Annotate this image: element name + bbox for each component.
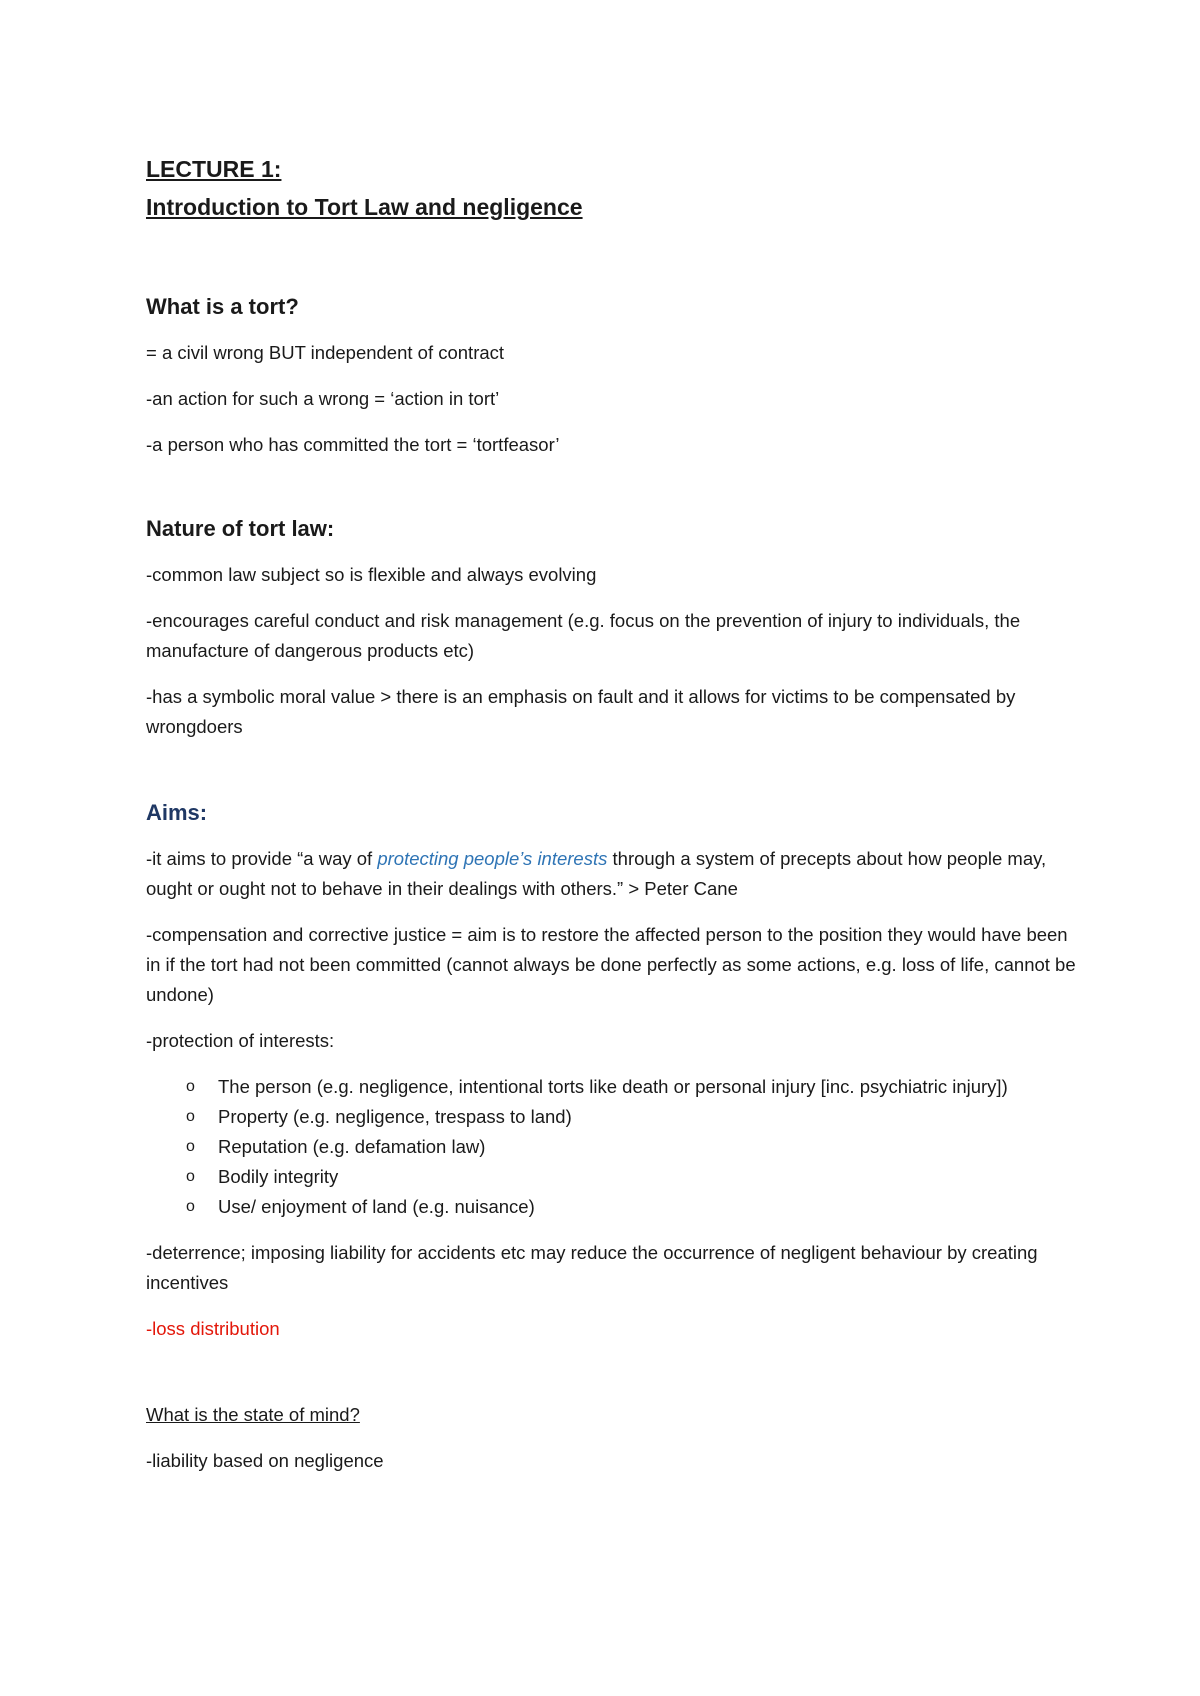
aims-compensation: -compensation and corrective justice = aim is to restore the affected person to the position they would have been in if the tort had not been committed (cannot always be done perfectly as some actions, e.g. loss of life, cannot be undone) [146,924,1076,1005]
heading-nature: Nature of tort law: [146,516,335,541]
aims-quote-before: -it aims to provide “a way of [146,848,378,869]
aims-quote-after: through a system of precepts about how people may, ought or ought not to behave in their dealings with others.” > Peter Cane [146,848,1047,899]
aims-deterrence: -deterrence; imposing liability for accidents etc may reduce the occurrence of negligent behaviour by creating incentives [146,1242,1038,1293]
tortfeasor-definition: -a person who has committed the tort = ‘tortfeasor’ [146,434,560,455]
bullet-icon: o [186,1108,195,1125]
heading-state-of-mind: What is the state of mind? [146,1404,360,1425]
list-item: o Use/ enjoyment of land (e.g. nuisance) [146,1192,1076,1222]
list-item: o Property (e.g. negligence, trespass to land) [146,1102,1076,1132]
heading-aims: Aims: [146,800,208,825]
aims-quote [146,844,1076,904]
list-item: o Bodily integrity [146,1162,1076,1192]
nature-common-law: -common law subject so is flexible and always evolving [146,564,597,585]
aims-protection: -protection of interests: [146,1030,335,1051]
bullet-icon: o [186,1138,195,1155]
tort-definition: = a civil wrong BUT independent of contract [146,342,505,363]
interests-list [146,1072,1076,1222]
list-item: o Reputation (e.g. defamation law) [146,1132,1076,1162]
bullet-icon: o [186,1198,195,1215]
heading-what-is-tort: What is a tort? [146,294,299,319]
bullet-icon: o [186,1078,195,1095]
state-of-mind-line: -liability based on negligence [146,1450,384,1471]
document-page [146,150,1076,1492]
tort-action: -an action for such a wrong = ‘action in tort’ [146,388,500,409]
aims-loss-distribution: -loss distribution [146,1318,280,1339]
bullet-icon: o [186,1168,195,1185]
list-item: o The person (e.g. negligence, intentional torts like death or personal injury [inc. psychiatric injury]) [146,1072,1076,1102]
lecture-title: Introduction to Tort Law and negligence [146,194,583,220]
lecture-number: LECTURE 1: [146,156,282,182]
nature-moral-value: -has a symbolic moral value > there is an emphasis on fault and it allows for victims to be compensated by wrongdoers [146,686,1016,737]
aims-quote-highlight: protecting people’s interests [377,848,608,869]
nature-careful-conduct: -encourages careful conduct and risk management (e.g. focus on the prevention of injury to individuals, the manufacture of dangerous products etc) [146,610,1021,661]
